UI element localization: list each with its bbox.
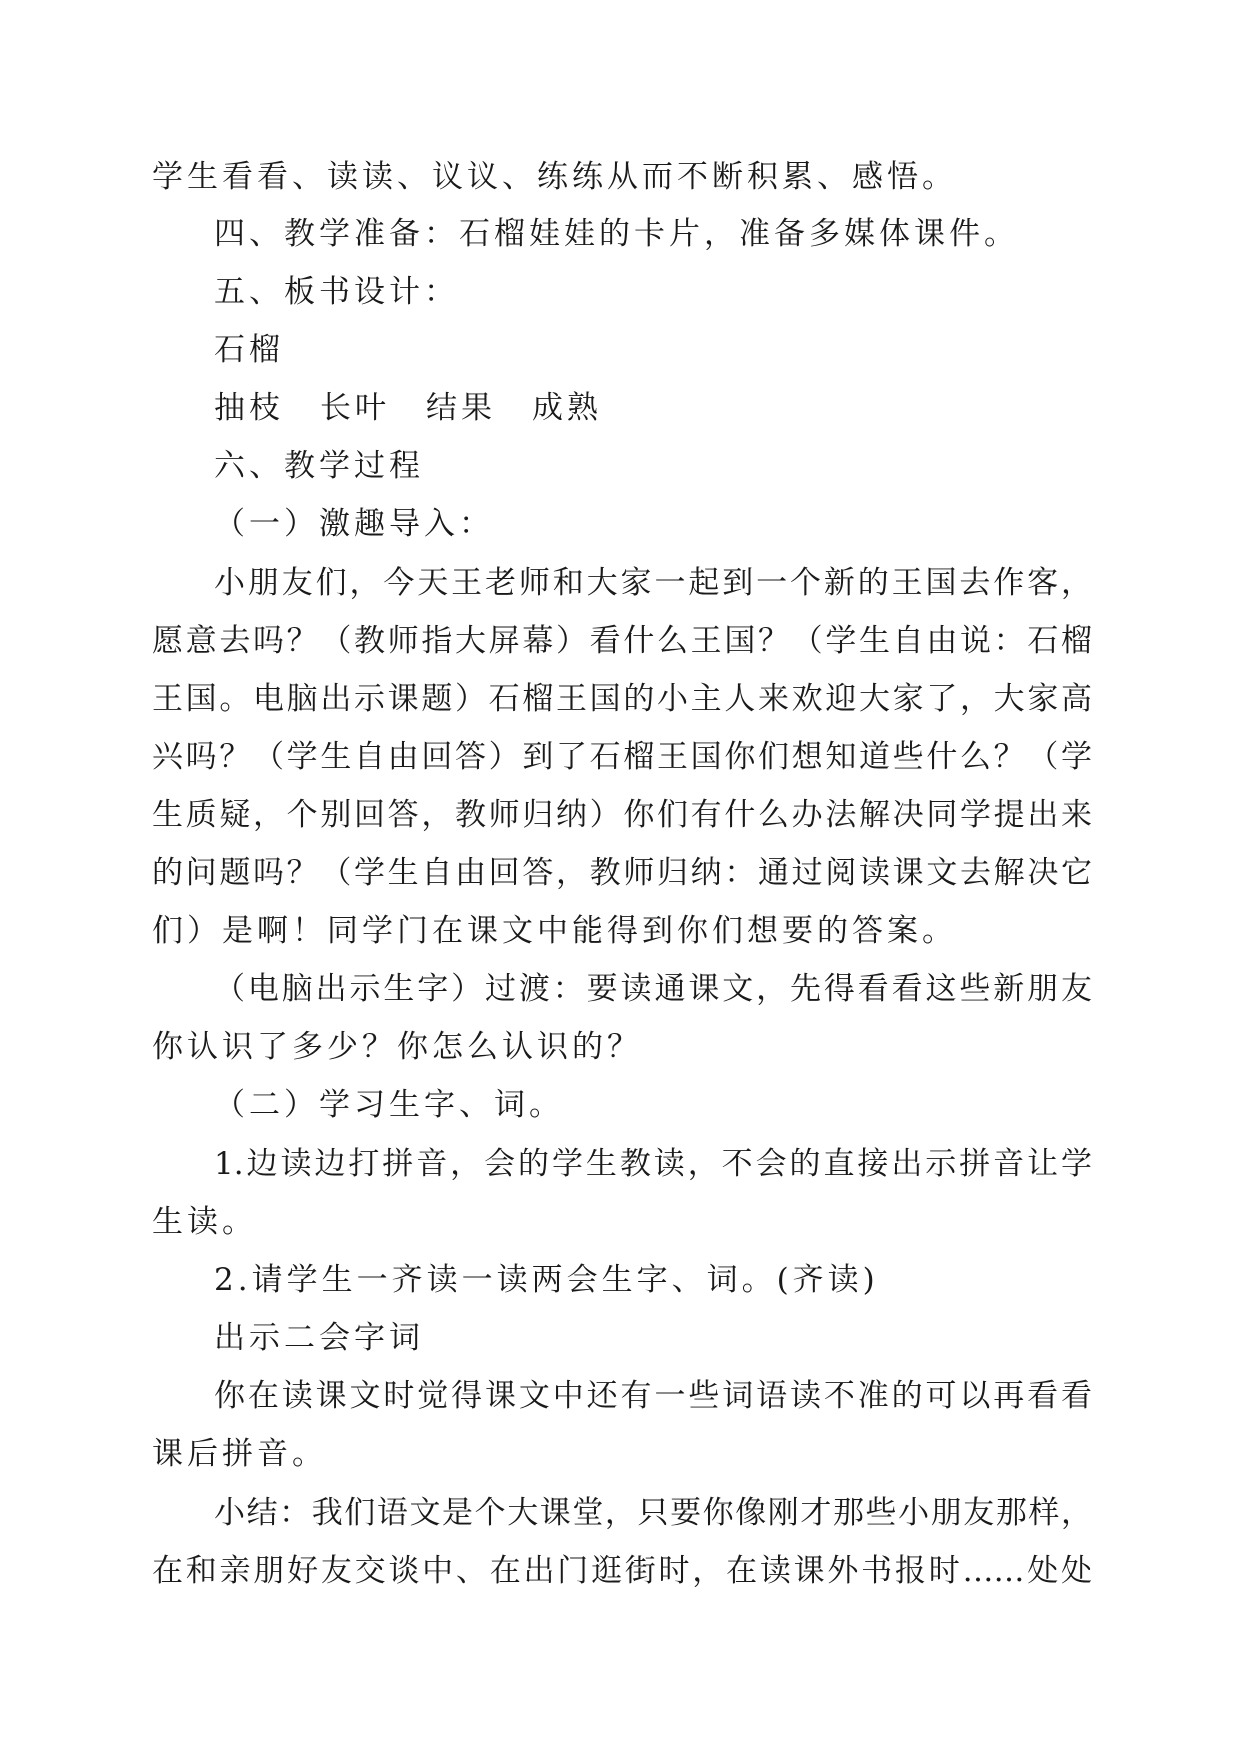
text-line-intro-1: 小朋友们，今天王老师和大家一起到一个新的王国去作客，: [214, 565, 1092, 601]
board-title: 石榴: [214, 332, 284, 368]
section-heading-process: 六、教学过程: [214, 448, 424, 484]
text-line-step1-1: 1.边读边打拼音，会的学生教读，不会的直接出示拼音让学: [214, 1146, 1092, 1182]
text-line-transition-1: （电脑出示生字）过渡：要读通课文，先得看看这些新朋友: [214, 971, 1092, 1007]
text-line-intro-3: 王国。电脑出示课题）石榴王国的小主人来欢迎大家了，大家高: [152, 681, 1092, 717]
section-heading-board: 五、板书设计：: [214, 274, 459, 310]
text-line-intro-5: 生质疑，个别回答，教师归纳）你们有什么办法解决同学提出来: [152, 797, 1092, 833]
text-line-2: 四、教学准备：石榴娃娃的卡片，准备多媒体课件。: [214, 216, 1019, 252]
board-word-1: 抽枝: [214, 390, 284, 426]
text-line-1: 学生看看、读读、议议、练练从而不断积累、感悟。: [152, 159, 957, 195]
board-words-row: [214, 388, 1154, 428]
text-line-intro-7: 们）是啊！同学门在课文中能得到你们想要的答案。: [152, 913, 957, 949]
text-line-summary-1: 小结：我们语文是个大课堂，只要你像刚才那些小朋友那样，: [214, 1495, 1092, 1531]
board-word-4: 成熟: [532, 390, 602, 426]
board-word-2: 长叶: [320, 390, 390, 426]
text-line-summary-2: 在和亲朋好友交谈中、在出门逛街时，在读课外书报时……处处: [152, 1553, 1092, 1589]
text-line-show-words: 出示二会字词: [214, 1320, 424, 1356]
text-line-step2: 2.请学生一齐读一读两会生字、词。(齐读): [214, 1262, 879, 1298]
text-line-step1-2: 生读。: [152, 1204, 257, 1240]
text-line-intro-2: 愿意去吗？（教师指大屏幕）看什么王国？（学生自由说：石榴: [152, 623, 1092, 659]
text-line-reading-1: 你在读课文时觉得课文中还有一些词语读不准的可以再看看: [214, 1378, 1092, 1414]
text-line-intro-4: 兴吗？（学生自由回答）到了石榴王国你们想知道些什么？（学: [152, 739, 1092, 775]
text-line-transition-2: 你认识了多少？你怎么认识的？: [152, 1029, 642, 1065]
subheading-intro: （一）激趣导入：: [214, 506, 494, 542]
text-line-reading-2: 课后拼音。: [152, 1436, 327, 1472]
subheading-learn: （二）学习生字、词。: [214, 1087, 564, 1123]
text-line-intro-6: 的问题吗？（学生自由回答，教师归纳：通过阅读课文去解决它: [152, 855, 1092, 891]
board-word-3: 结果: [426, 390, 496, 426]
